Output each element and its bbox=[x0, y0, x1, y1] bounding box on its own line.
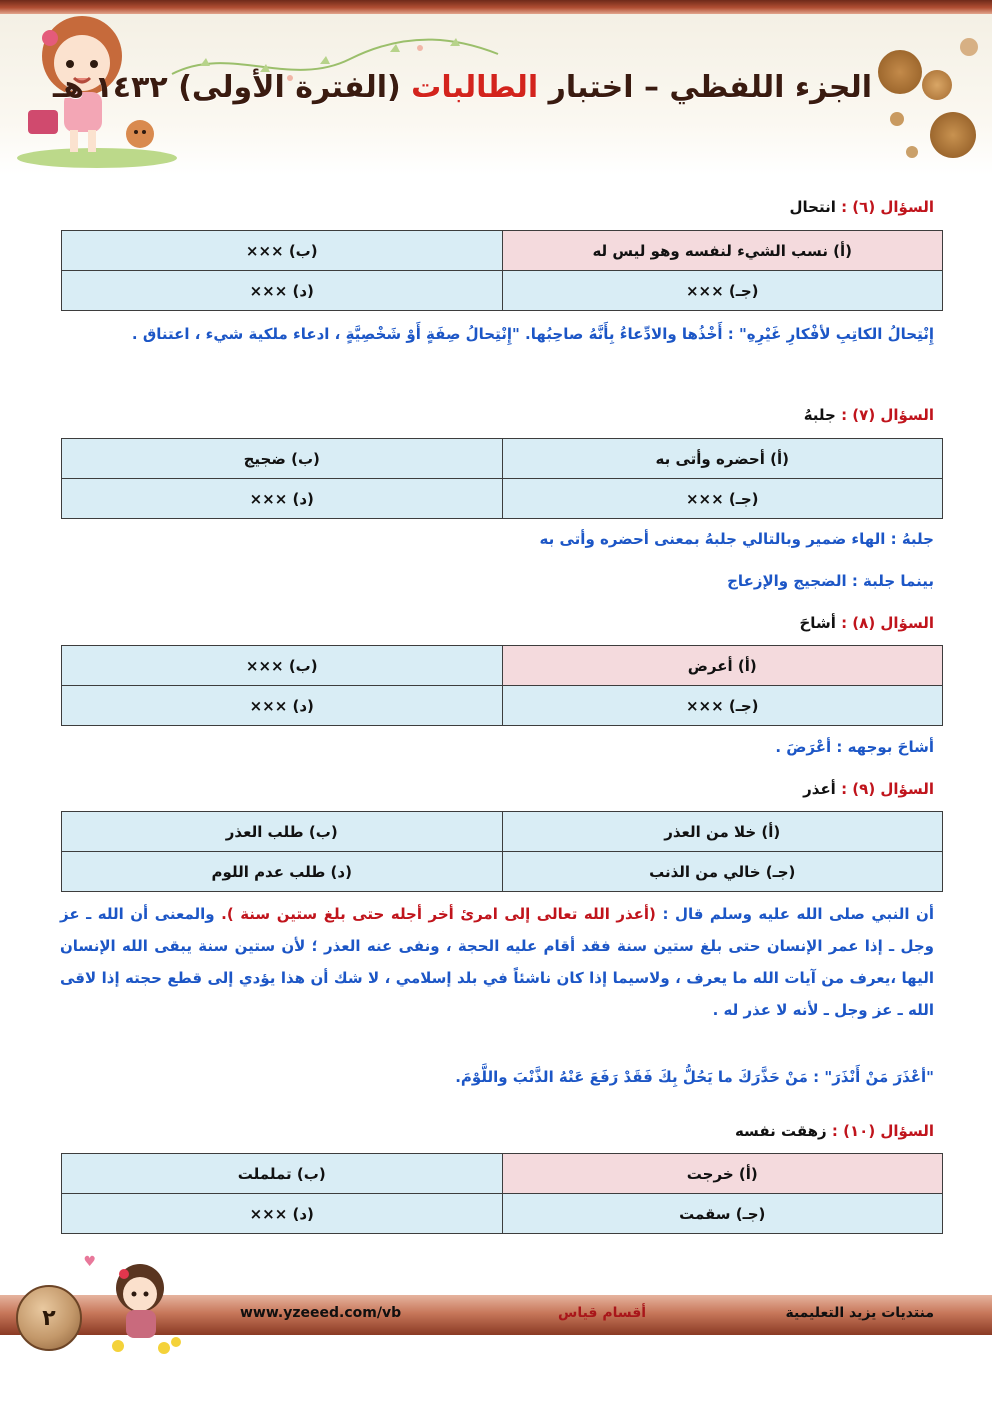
kid-illustration bbox=[83, 1250, 198, 1360]
section-label[interactable]: أقسام قياس bbox=[558, 1305, 647, 1321]
decor-dot bbox=[922, 70, 952, 100]
hadith-intro: أن النبي صلى الله عليه وسلم قال : bbox=[662, 905, 934, 923]
option-b[interactable]: (ب) تململت bbox=[62, 1154, 503, 1194]
title-highlight: الطالبات bbox=[411, 70, 539, 105]
option-d[interactable]: (د) ××× bbox=[62, 479, 503, 519]
option-c[interactable]: (جـ) سقمت bbox=[502, 1194, 943, 1234]
question-10-label: السؤال (١٠) : زهقت نفسه bbox=[734, 1122, 934, 1140]
option-b[interactable]: (ب) ××× bbox=[62, 231, 503, 271]
option-d[interactable]: (د) ××× bbox=[62, 686, 503, 726]
decor-dot bbox=[930, 112, 976, 158]
question-7-label: السؤال (٧) : جلبهُ bbox=[803, 406, 934, 424]
decor-dot bbox=[960, 38, 978, 56]
page-number: ٢ bbox=[16, 1285, 82, 1351]
svg-text:♥: ♥ bbox=[83, 1254, 96, 1270]
page-title: الجزء اللفظي – اختبار الطالبات (الفترة الأولى) ١٤٣٢ هـ bbox=[53, 70, 872, 105]
question-7-explanation-1: جلبهُ : الهاء ضمير وبالتالي جلبهُ بمعنى أحضره وأتى به bbox=[539, 530, 934, 548]
page-header bbox=[0, 0, 992, 175]
option-a[interactable]: (أ) أعرض bbox=[502, 646, 943, 686]
option-d[interactable]: (د) ××× bbox=[62, 271, 503, 311]
forum-name: منتديات يزيد التعليمية bbox=[785, 1305, 934, 1321]
decor-dot bbox=[906, 146, 918, 158]
decor-dot bbox=[878, 50, 922, 94]
question-8-explanation: أشاحَ بوجهه : أعْرَضَ . bbox=[775, 738, 934, 756]
option-b[interactable]: (ب) طلب العذر bbox=[62, 812, 503, 852]
option-a[interactable]: (أ) أحضره وأتى به bbox=[502, 439, 943, 479]
option-c[interactable]: (جـ) ××× bbox=[502, 686, 943, 726]
option-d[interactable]: (د) ××× bbox=[62, 1194, 503, 1234]
question-9-explanation-last: "أعْذَرَ مَنْ أَنْذَرَ" : مَنْ حَذَّرَكَ ما يَحُلُّ بِكَ فَقَدْ رَفَعَ عَنْهُ الذَّنْبَ واللَّوْمَ. bbox=[455, 1068, 934, 1086]
question-7-explanation-2: بينما جلبة : الضجيج والإزعاج bbox=[727, 572, 934, 590]
option-c[interactable]: (جـ) ××× bbox=[502, 271, 943, 311]
question-10-options bbox=[61, 1153, 943, 1234]
question-6-options bbox=[61, 230, 943, 311]
question-9-label: السؤال (٩) : أعذر bbox=[803, 780, 934, 798]
option-c[interactable]: (جـ) خالي من الذنب bbox=[502, 852, 943, 892]
option-b[interactable]: (ب) ××× bbox=[62, 646, 503, 686]
website-link[interactable]: www.yzeeed.com/vb bbox=[240, 1305, 402, 1321]
hadith-explanation: والمعنى أن الله ـ عز وجل ـ إذا عمر الإنسان حتى بلغ ستين سنة فقد أقام عليه الحجة ، ونفى عنه العذر ؛ لأن ستين سنة يبقى الله الإنسان اليها ،يعرف من آيات الله ما يعرف ، ولاسيما إذا كان ناشئاً في بلد إسلامي ، لا شك أن هذا يؤدي إلى قطع حجته إذا لاقى الله ـ عز وجل ـ لأنه لا عذر له . bbox=[60, 905, 934, 1019]
question-9-explanation bbox=[60, 898, 934, 1026]
question-9-options bbox=[61, 811, 943, 892]
hadith-text: (أعذر الله تعالى إلى امرئ أخر أجله حتى بلغ ستين سنة ). bbox=[221, 905, 656, 923]
option-a[interactable]: (أ) خرجت bbox=[502, 1154, 943, 1194]
question-6-explanation: إِنْتِحالُ الكاتِبِ لأفْكارِ غَيْرِهِ" : أَخْذُها والادِّعاءُ بِأَنَّهُ صاحِبُها. "إِنْتِحالُ صِفَةٍ أَوْ شَخْصِيَّةٍ ، ادعاء ملكية شيء ، اعتناق . bbox=[131, 325, 934, 343]
option-b[interactable]: (ب) ضجيج bbox=[62, 439, 503, 479]
question-8-options bbox=[61, 645, 943, 726]
question-7-options bbox=[61, 438, 943, 519]
question-8-label: السؤال (٨) : أشاحَ bbox=[799, 614, 934, 632]
option-d[interactable]: (د) طلب عدم اللوم bbox=[62, 852, 503, 892]
option-a[interactable]: (أ) نسب الشيء لنفسه وهو ليس له bbox=[502, 231, 943, 271]
decor-dot bbox=[890, 112, 904, 126]
option-a[interactable]: (أ) خلا من العذر bbox=[502, 812, 943, 852]
question-6-label: السؤال (٦) : انتحال bbox=[789, 198, 934, 216]
option-c[interactable]: (جـ) ××× bbox=[502, 479, 943, 519]
